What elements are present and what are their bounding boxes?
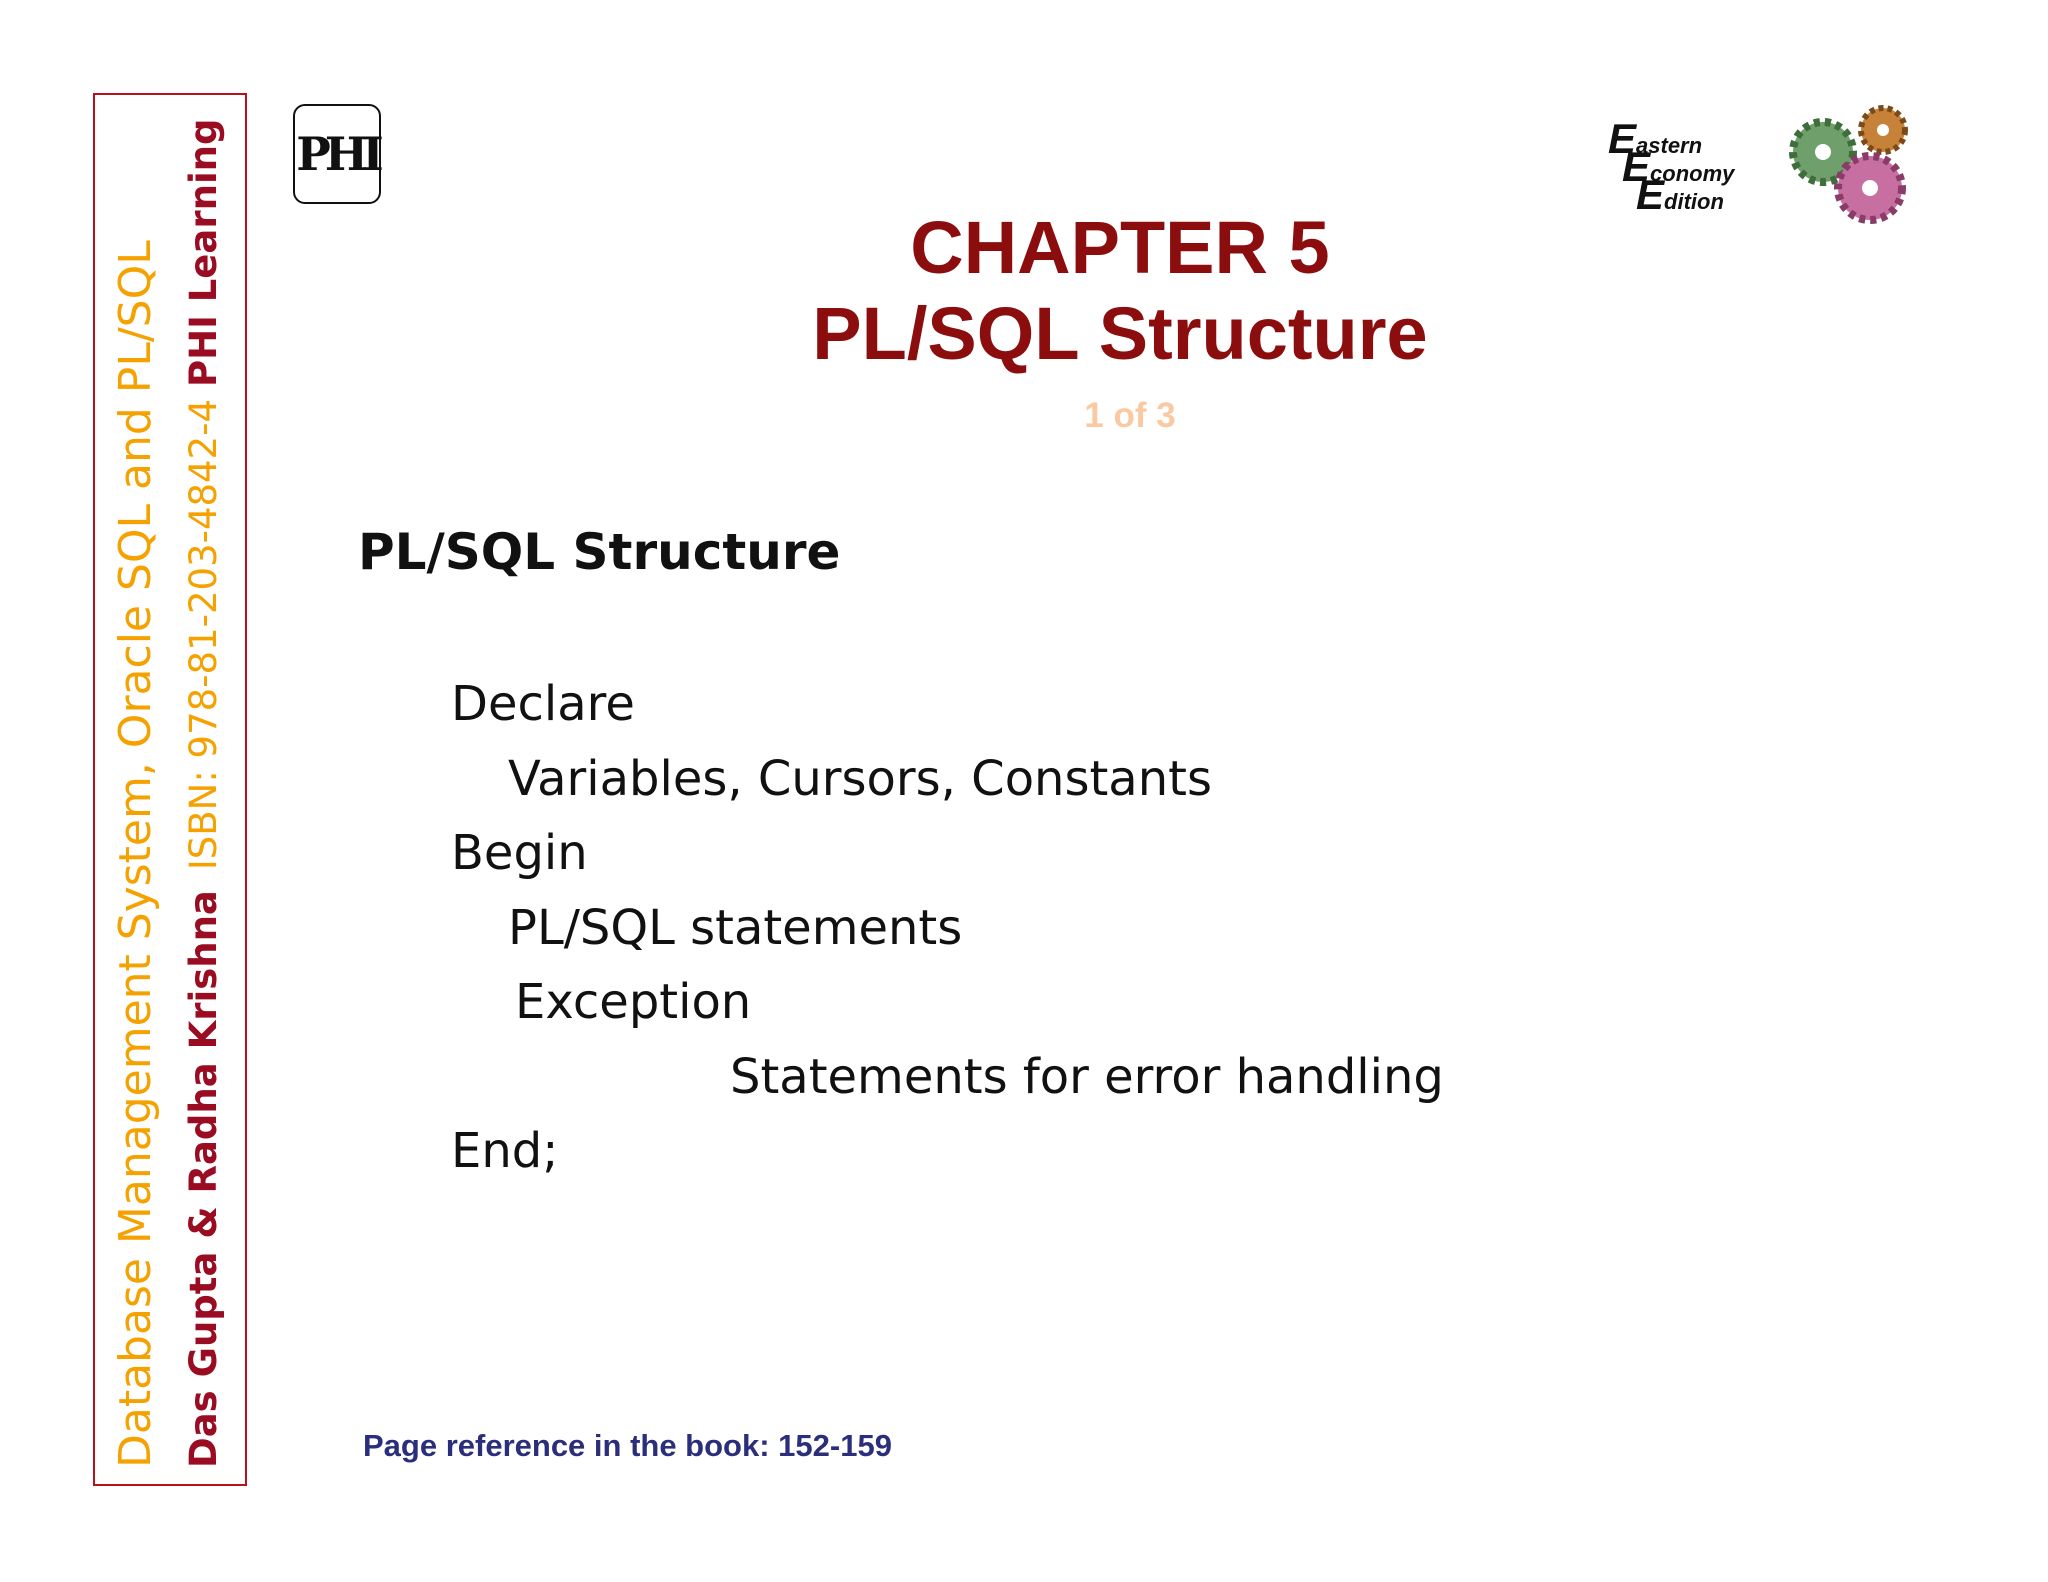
structure-line-exception: Exception — [515, 974, 752, 1030]
phi-logo — [293, 104, 381, 204]
eee-line-1: Eastern — [1608, 115, 1703, 162]
structure-line-error-handling: Statements for error handling — [730, 1049, 1444, 1105]
structure-line-variables: Variables, Cursors, Constants — [508, 751, 1212, 807]
page-reference: Page reference in the book: 152-159 — [363, 1428, 892, 1463]
eee-line-3: Edition — [1636, 171, 1724, 218]
eastern-economy-edition-logo — [1608, 115, 1758, 218]
gears-icon — [1778, 100, 1928, 240]
slide-counter: 1 of 3 — [1084, 396, 1176, 435]
sidebar-publisher: PHI Learning — [182, 118, 225, 387]
structure-line-declare: Declare — [451, 676, 635, 732]
chapter-title — [700, 205, 1540, 377]
structure-line-end: End; — [451, 1123, 559, 1179]
sidebar-book-title: Database Management System, Oracle SQL and PL/SQL — [110, 240, 161, 1468]
chapter-name: PL/SQL Structure — [812, 292, 1428, 375]
sidebar-isbn: ISBN: 978-81-203-4842-4 — [182, 399, 225, 871]
section-heading: PL/SQL Structure — [358, 523, 841, 581]
sidebar-credits — [172, 119, 236, 1468]
eee-line-2: Economy — [1622, 143, 1735, 190]
structure-line-begin: Begin — [451, 825, 588, 881]
sidebar-authors: Das Gupta & Radha Krishna — [182, 890, 225, 1468]
phi-logo-text: PHI — [296, 127, 378, 181]
chapter-number: CHAPTER 5 — [910, 206, 1330, 289]
structure-line-statements: PL/SQL statements — [508, 900, 963, 956]
